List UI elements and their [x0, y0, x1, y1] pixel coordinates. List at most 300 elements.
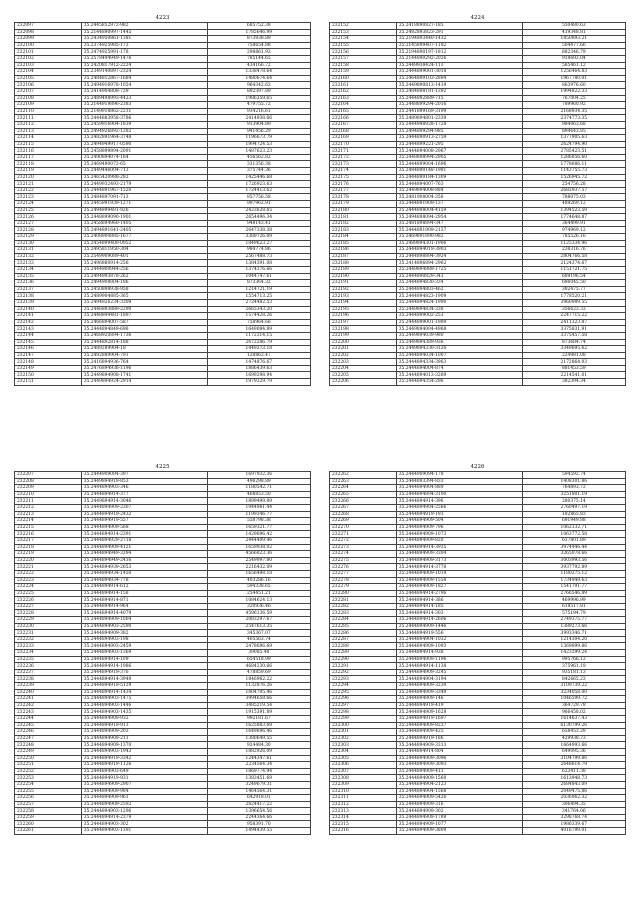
table-row: [330, 531, 626, 538]
row-id: 232177: [330, 187, 397, 194]
row-id: 232291: [330, 663, 397, 670]
row-id: 232108: [15, 95, 82, 102]
row-code: 35.2444891967-1520: [81, 187, 207, 194]
row-id: 232283: [330, 610, 397, 617]
row-code: 35.2496880914-256: [81, 260, 207, 267]
row-code: 35.2444894909-3313: [396, 742, 522, 749]
row-value: 1256464.83: [522, 69, 625, 76]
row-code: 35.2474925991-178: [81, 49, 207, 56]
row-value: 1429696.42: [207, 531, 310, 538]
row-id: 232261: [15, 828, 82, 835]
row-code: 35.2444894903-1391: [81, 828, 207, 835]
row-value: 1846962.22: [207, 676, 310, 683]
table-row: [330, 234, 626, 241]
row-id: 232110: [15, 108, 82, 115]
row-value: 1656498.18: [207, 570, 310, 577]
row-code: 35.2444894909-1073: [396, 531, 522, 538]
row-id: 232160: [330, 75, 397, 82]
row-id: 232258: [15, 808, 82, 815]
row-id: 232111: [15, 115, 82, 122]
row-id: 232149: [15, 365, 82, 372]
table-row: [330, 472, 626, 479]
row-code: 35.2444899001-3018: [396, 69, 522, 76]
row-code: 35.2144890997-1445: [81, 29, 207, 36]
row-code: 35.2449894330-3126: [396, 346, 522, 353]
row-id: 232285: [330, 623, 397, 630]
row-id: 232235: [15, 656, 82, 663]
row-code: 35.2494949917-0590: [81, 141, 207, 148]
table-row: [330, 669, 626, 676]
table-row: [15, 62, 311, 69]
row-value: 1180275.12: [522, 570, 625, 577]
table-row: [15, 187, 311, 194]
row-id: 232185: [330, 240, 397, 247]
row-code: 35.2444894909-203: [81, 729, 207, 736]
row-id: 232147: [15, 352, 82, 359]
row-id: 232284: [330, 617, 397, 624]
row-value: 375961.19: [522, 663, 625, 670]
row-code: 35.2489904885-365: [81, 293, 207, 300]
row-code: 35.2490894074-164: [81, 154, 207, 161]
row-code: 35.2444894914-804: [396, 748, 522, 755]
row-code: 35.2444894903-649: [81, 768, 207, 775]
row-id: 232180: [330, 207, 397, 214]
table-row: [15, 220, 311, 227]
row-code: 35.2448898994-2905: [396, 154, 522, 161]
row-id: 232109: [15, 102, 82, 109]
row-id: 232101: [15, 49, 82, 56]
row-value: 1132876.26: [207, 683, 310, 690]
row-code: 35.2444894914-109: [81, 656, 207, 663]
table-row: [330, 174, 626, 181]
row-value: 3251801.19: [522, 491, 625, 498]
row-id: 232231: [15, 630, 82, 637]
row-value: 1613948.73: [522, 775, 625, 782]
row-id: 232222: [15, 570, 82, 577]
row-value: 881453.59: [522, 365, 625, 372]
row-code: 35.2444894914-1434: [81, 689, 207, 696]
row-id: 232148: [15, 359, 82, 366]
row-value: 3993346.71: [522, 630, 625, 637]
row-id: 232272: [330, 537, 397, 544]
row-code: 35.2444894914-2606: [396, 617, 522, 624]
row-id: 232130: [15, 240, 82, 247]
table-row: [15, 135, 311, 142]
table-row: [330, 352, 626, 359]
row-code: 35.2459916904-1839: [81, 121, 207, 128]
table-row: [330, 821, 626, 828]
table-row: [15, 346, 311, 353]
row-value: 419348.81: [522, 29, 625, 36]
row-id: 232187: [330, 253, 397, 260]
row-code: 35.2465420988-282: [81, 174, 207, 181]
data-table: [14, 22, 311, 386]
table-row: [330, 801, 626, 808]
table-row: [15, 504, 311, 511]
row-id: 232186: [330, 247, 397, 254]
table-row: [330, 187, 626, 194]
row-code: 35.2449894389-936: [396, 339, 522, 346]
row-id: 232315: [330, 821, 397, 828]
row-id: 232310: [330, 788, 397, 795]
row-value: 469996.99: [522, 597, 625, 604]
table-row: [15, 227, 311, 234]
table-row: [330, 709, 626, 716]
row-id: 232144: [15, 332, 82, 339]
row-code: 35.2484898191-1392: [396, 88, 522, 95]
row-value: 966458.02: [522, 709, 625, 716]
row-id: 232116: [15, 148, 82, 155]
row-value: 403286.16: [207, 577, 310, 584]
row-value: 298861.93: [207, 49, 310, 56]
row-id: 232298: [330, 709, 397, 716]
table-row: [330, 148, 626, 155]
data-table: [329, 22, 626, 386]
row-id: 232153: [330, 29, 397, 36]
table-row: [15, 359, 311, 366]
row-value: 2172864.03: [522, 359, 625, 366]
row-value: 1986359.65: [207, 95, 310, 102]
row-id: 232227: [15, 603, 82, 610]
row-code: 35.2481908004-356: [396, 194, 522, 201]
row-code: 35.2494916978-1054: [81, 82, 207, 89]
data-table: [14, 471, 311, 835]
table-row: [15, 775, 311, 782]
row-id: 232213: [15, 511, 82, 518]
row-id: 232114: [15, 135, 82, 142]
table-row: [15, 722, 311, 729]
row-code: 35.2434950861-1381: [81, 36, 207, 43]
row-code: 35.2444899002-253: [396, 313, 522, 320]
row-code: 35.2444894904-1032: [396, 636, 522, 643]
table-row: [15, 95, 311, 102]
row-value: 1882926.09: [207, 748, 310, 755]
table-row: [15, 240, 311, 247]
row-code: 35.2494926892-1282: [81, 128, 207, 135]
row-id: 232158: [330, 62, 397, 69]
row-id: 232106: [15, 82, 82, 89]
row-value: 1649696.46: [207, 729, 310, 736]
row-code: 35.2469490072-65: [81, 161, 207, 168]
table-row: [15, 485, 311, 492]
row-code: 35.2444894013-3269: [396, 372, 522, 379]
table-row: [15, 207, 311, 214]
row-value: 1408301.86: [522, 478, 625, 485]
row-id: 232234: [15, 650, 82, 657]
row-code: 35.2444894903-302: [81, 821, 207, 828]
row-value: 375744.36: [207, 168, 310, 175]
row-code: 35.2458894960-1405: [81, 220, 207, 227]
row-code: 35.2444894914-3949: [81, 676, 207, 683]
row-value: 2036962.32: [522, 795, 625, 802]
row-code: 35.2444894949-3394: [81, 551, 207, 558]
table-row: [15, 610, 311, 617]
row-code: 35.2444894909-3245: [396, 669, 522, 676]
row-value: 4016799.01: [522, 828, 625, 835]
row-value: 254756.28: [522, 181, 625, 188]
row-value: 1214304.20: [522, 636, 625, 643]
row-code: 35.2444894919-193: [396, 511, 522, 518]
row-id: 232197: [330, 319, 397, 326]
table-row: [330, 23, 626, 30]
row-value: 1967780.01: [522, 75, 625, 82]
row-id: 232244: [15, 715, 82, 722]
row-id: 232242: [15, 702, 82, 709]
row-id: 232129: [15, 234, 82, 241]
table-row: [15, 372, 311, 379]
row-code: 35.2444894909-1827: [396, 584, 522, 591]
table-row: [330, 115, 626, 122]
table-row: [15, 557, 311, 564]
row-id: 232100: [15, 42, 82, 49]
row-value: 2785423.51: [522, 148, 625, 155]
row-value: 785144.65: [207, 55, 310, 62]
table-row: [330, 88, 626, 95]
row-value: 478859.69: [207, 669, 310, 676]
row-id: 232214: [15, 518, 82, 525]
row-code: 35.2444894914-377: [81, 491, 207, 498]
table-row: [15, 55, 311, 62]
row-code: 35.2454899400-0952: [81, 240, 207, 247]
row-value: 1394523.59: [522, 207, 625, 214]
row-id: 232154: [330, 36, 397, 43]
table-row: [330, 511, 626, 518]
row-value: 1554713.25: [207, 293, 310, 300]
table-row: [330, 306, 626, 313]
row-id: 232248: [15, 742, 82, 749]
table-row: [330, 781, 626, 788]
row-value: 618517.81: [522, 603, 625, 610]
table-row: [330, 253, 626, 260]
row-code: 35.2444894903-1369: [81, 650, 207, 657]
row-value: 1994822.33: [522, 88, 625, 95]
row-value: 1172314.15: [207, 332, 310, 339]
row-id: 232236: [15, 663, 82, 670]
row-code: 35.2494899481-926: [81, 207, 207, 214]
row-value: 882346.79: [522, 49, 625, 56]
table-row: [15, 69, 311, 76]
row-value: 3234058.00: [522, 689, 625, 696]
row-code: 35.2444894909-3349: [396, 689, 522, 696]
row-id: 232314: [330, 814, 397, 821]
table-row: [15, 498, 311, 505]
row-value: 2049475.86: [522, 788, 625, 795]
table-row: [330, 299, 626, 306]
row-code: 35.2449938424-113: [396, 62, 522, 69]
row-code: 35.2444894919-2432: [81, 511, 207, 518]
row-id: 232193: [330, 293, 397, 300]
table-row: [330, 121, 626, 128]
row-id: 232169: [330, 135, 397, 142]
row-code: 35.2476894938-1196: [81, 365, 207, 372]
table-row: [330, 326, 626, 333]
row-value: 974969.12: [522, 227, 625, 234]
row-value: 789960.92: [522, 102, 625, 109]
row-id: 232267: [330, 504, 397, 511]
row-code: 35.2349140897-2324: [81, 69, 207, 76]
row-value: 1449273.18: [207, 346, 310, 353]
row-code: 35.2484897091-713: [81, 194, 207, 201]
row-code: 35.2444894919-1697: [396, 715, 522, 722]
table-row: [330, 755, 626, 762]
row-code: 35.2444894909-146: [396, 696, 522, 703]
table-row: [330, 557, 626, 564]
row-code: 35.2444883958-3786: [81, 115, 207, 122]
row-code: 35.2444894909-316: [396, 801, 522, 808]
row-id: 232251: [15, 762, 82, 769]
table-row: [330, 617, 626, 624]
row-code: 35.2408900885-1677: [81, 234, 207, 241]
row-value: 686045.50: [522, 280, 625, 287]
table-row: [15, 570, 311, 577]
row-value: 1804795.46: [207, 689, 310, 696]
table-row: [330, 768, 626, 775]
table-row: [330, 762, 626, 769]
row-code: 35.2441899169-3199: [396, 108, 522, 115]
row-code: 35.2449890813-1419: [396, 82, 522, 89]
row-value: 3104799.86: [522, 755, 625, 762]
row-code: 35.2444894803-462: [396, 286, 522, 293]
row-value: 2547613.35: [207, 623, 310, 630]
row-code: 35.2444894934-1450: [81, 570, 207, 577]
row-id: 232121: [15, 181, 82, 188]
row-id: 232124: [15, 201, 82, 208]
row-id: 232300: [330, 722, 397, 729]
row-value: 1196673.79: [207, 135, 310, 142]
table-row: [15, 748, 311, 755]
row-value: 997962.91: [207, 201, 310, 208]
row-id: 232131: [15, 247, 82, 254]
row-code: 35.2444898004-4159: [396, 207, 522, 214]
row-value: 1614637.43: [522, 715, 625, 722]
row-code: 35.2444890829-343: [396, 273, 522, 280]
table-row: [15, 42, 311, 49]
row-value: 345367.07: [207, 630, 310, 637]
data-table: [329, 471, 626, 835]
table-row: [330, 49, 626, 56]
row-value: 984774.86: [207, 247, 310, 254]
row-code: 35.2445852972-982: [81, 23, 207, 30]
row-value: 1338478.64: [207, 69, 310, 76]
table-row: [330, 584, 626, 591]
row-code: 35.2444894909-504: [396, 518, 522, 525]
row-value: 918693.04: [522, 55, 625, 62]
row-value: 1389273.66: [522, 623, 625, 630]
row-value: 649095.36: [522, 748, 625, 755]
row-id: 232137: [15, 286, 82, 293]
table-row: [15, 128, 311, 135]
table-row: [330, 128, 626, 135]
table-row: [15, 280, 311, 287]
row-id: 232140: [15, 306, 82, 313]
row-code: 35.2444894334-3963: [396, 359, 522, 366]
row-code: 35.2444894919-931: [81, 775, 207, 782]
table-row: [15, 29, 311, 36]
table-row: [15, 676, 311, 683]
row-value: 1244347.61: [207, 755, 310, 762]
row-id: 232279: [330, 584, 397, 591]
row-code: 35.2444894903-1296: [81, 808, 207, 815]
table-row: [15, 683, 311, 690]
row-value: 2244364.66: [207, 814, 310, 821]
row-id: 232223: [15, 577, 82, 584]
row-id: 232209: [15, 485, 82, 492]
row-value: 1396654.56: [207, 808, 310, 815]
row-value: 489269.12: [522, 201, 625, 208]
row-value: 3485219.54: [207, 702, 310, 709]
row-code: 35.2444894939-2653: [81, 564, 207, 571]
row-value: 1423299.24: [522, 650, 625, 657]
row-id: 232260: [15, 821, 82, 828]
table-row: [330, 102, 626, 109]
table-row: [15, 253, 311, 260]
row-value: 691949.88: [522, 518, 625, 525]
row-value: 306494.35: [522, 801, 625, 808]
row-code: 35.2144919896-2383: [81, 102, 207, 109]
row-id: 232196: [330, 313, 397, 320]
row-value: 894643.85: [522, 128, 625, 135]
row-value: 689196.54: [522, 273, 625, 280]
table-row: [15, 623, 311, 630]
table-row: [330, 498, 626, 505]
row-id: 232313: [330, 808, 397, 815]
table-row: [15, 491, 311, 498]
row-code: 35.2194893440-1432: [396, 36, 522, 43]
row-value: 3994658.66: [207, 696, 310, 703]
row-value: 992181.67: [207, 715, 310, 722]
table-row: [330, 577, 626, 584]
row-id: 232303: [330, 742, 397, 749]
row-value: 1697932.36: [207, 472, 310, 479]
row-value: 2724482.53: [207, 299, 310, 306]
row-id: 232259: [15, 814, 82, 821]
row-value: 2648614.79: [522, 762, 625, 769]
table-row: [15, 584, 311, 591]
row-code: 35.2444894824-1990: [396, 299, 522, 306]
row-id: 232099: [15, 36, 82, 43]
row-id: 232215: [15, 524, 82, 531]
row-id: 232241: [15, 696, 82, 703]
row-code: 35.2444894909-1093: [396, 643, 522, 650]
row-value: 1494439.55: [207, 828, 310, 835]
row-value: 3375831.91: [522, 326, 625, 333]
row-value: 1574428.26: [207, 313, 310, 320]
row-id: 232102: [15, 55, 82, 62]
row-value: 767004.25: [522, 95, 625, 102]
row-code: 35.2444894904-3194: [396, 676, 522, 683]
table-row: [330, 207, 626, 214]
row-value: 1774648.87: [522, 214, 625, 221]
row-value: 842665.23: [522, 676, 625, 683]
row-value: 873938.89: [207, 36, 310, 43]
row-id: 232138: [15, 293, 82, 300]
row-id: 232240: [15, 689, 82, 696]
row-value: 585461.12: [522, 62, 625, 69]
table-row: [15, 537, 311, 544]
row-code: 35.2444894903-1475: [81, 696, 207, 703]
row-code: 35.2420817912-2224: [81, 62, 207, 69]
row-value: 1063772.58: [522, 531, 625, 538]
table-row: [15, 286, 311, 293]
row-id: 232297: [330, 702, 397, 709]
row-code: 35.2449932493-2179: [81, 181, 207, 188]
row-value: 857756.58: [207, 194, 310, 201]
table-row: [330, 597, 626, 604]
table-row: [15, 88, 311, 95]
row-value: 2168934.35: [522, 108, 625, 115]
quadrant-title: 4223: [155, 15, 170, 21]
row-value: 1125334.96: [522, 240, 625, 247]
